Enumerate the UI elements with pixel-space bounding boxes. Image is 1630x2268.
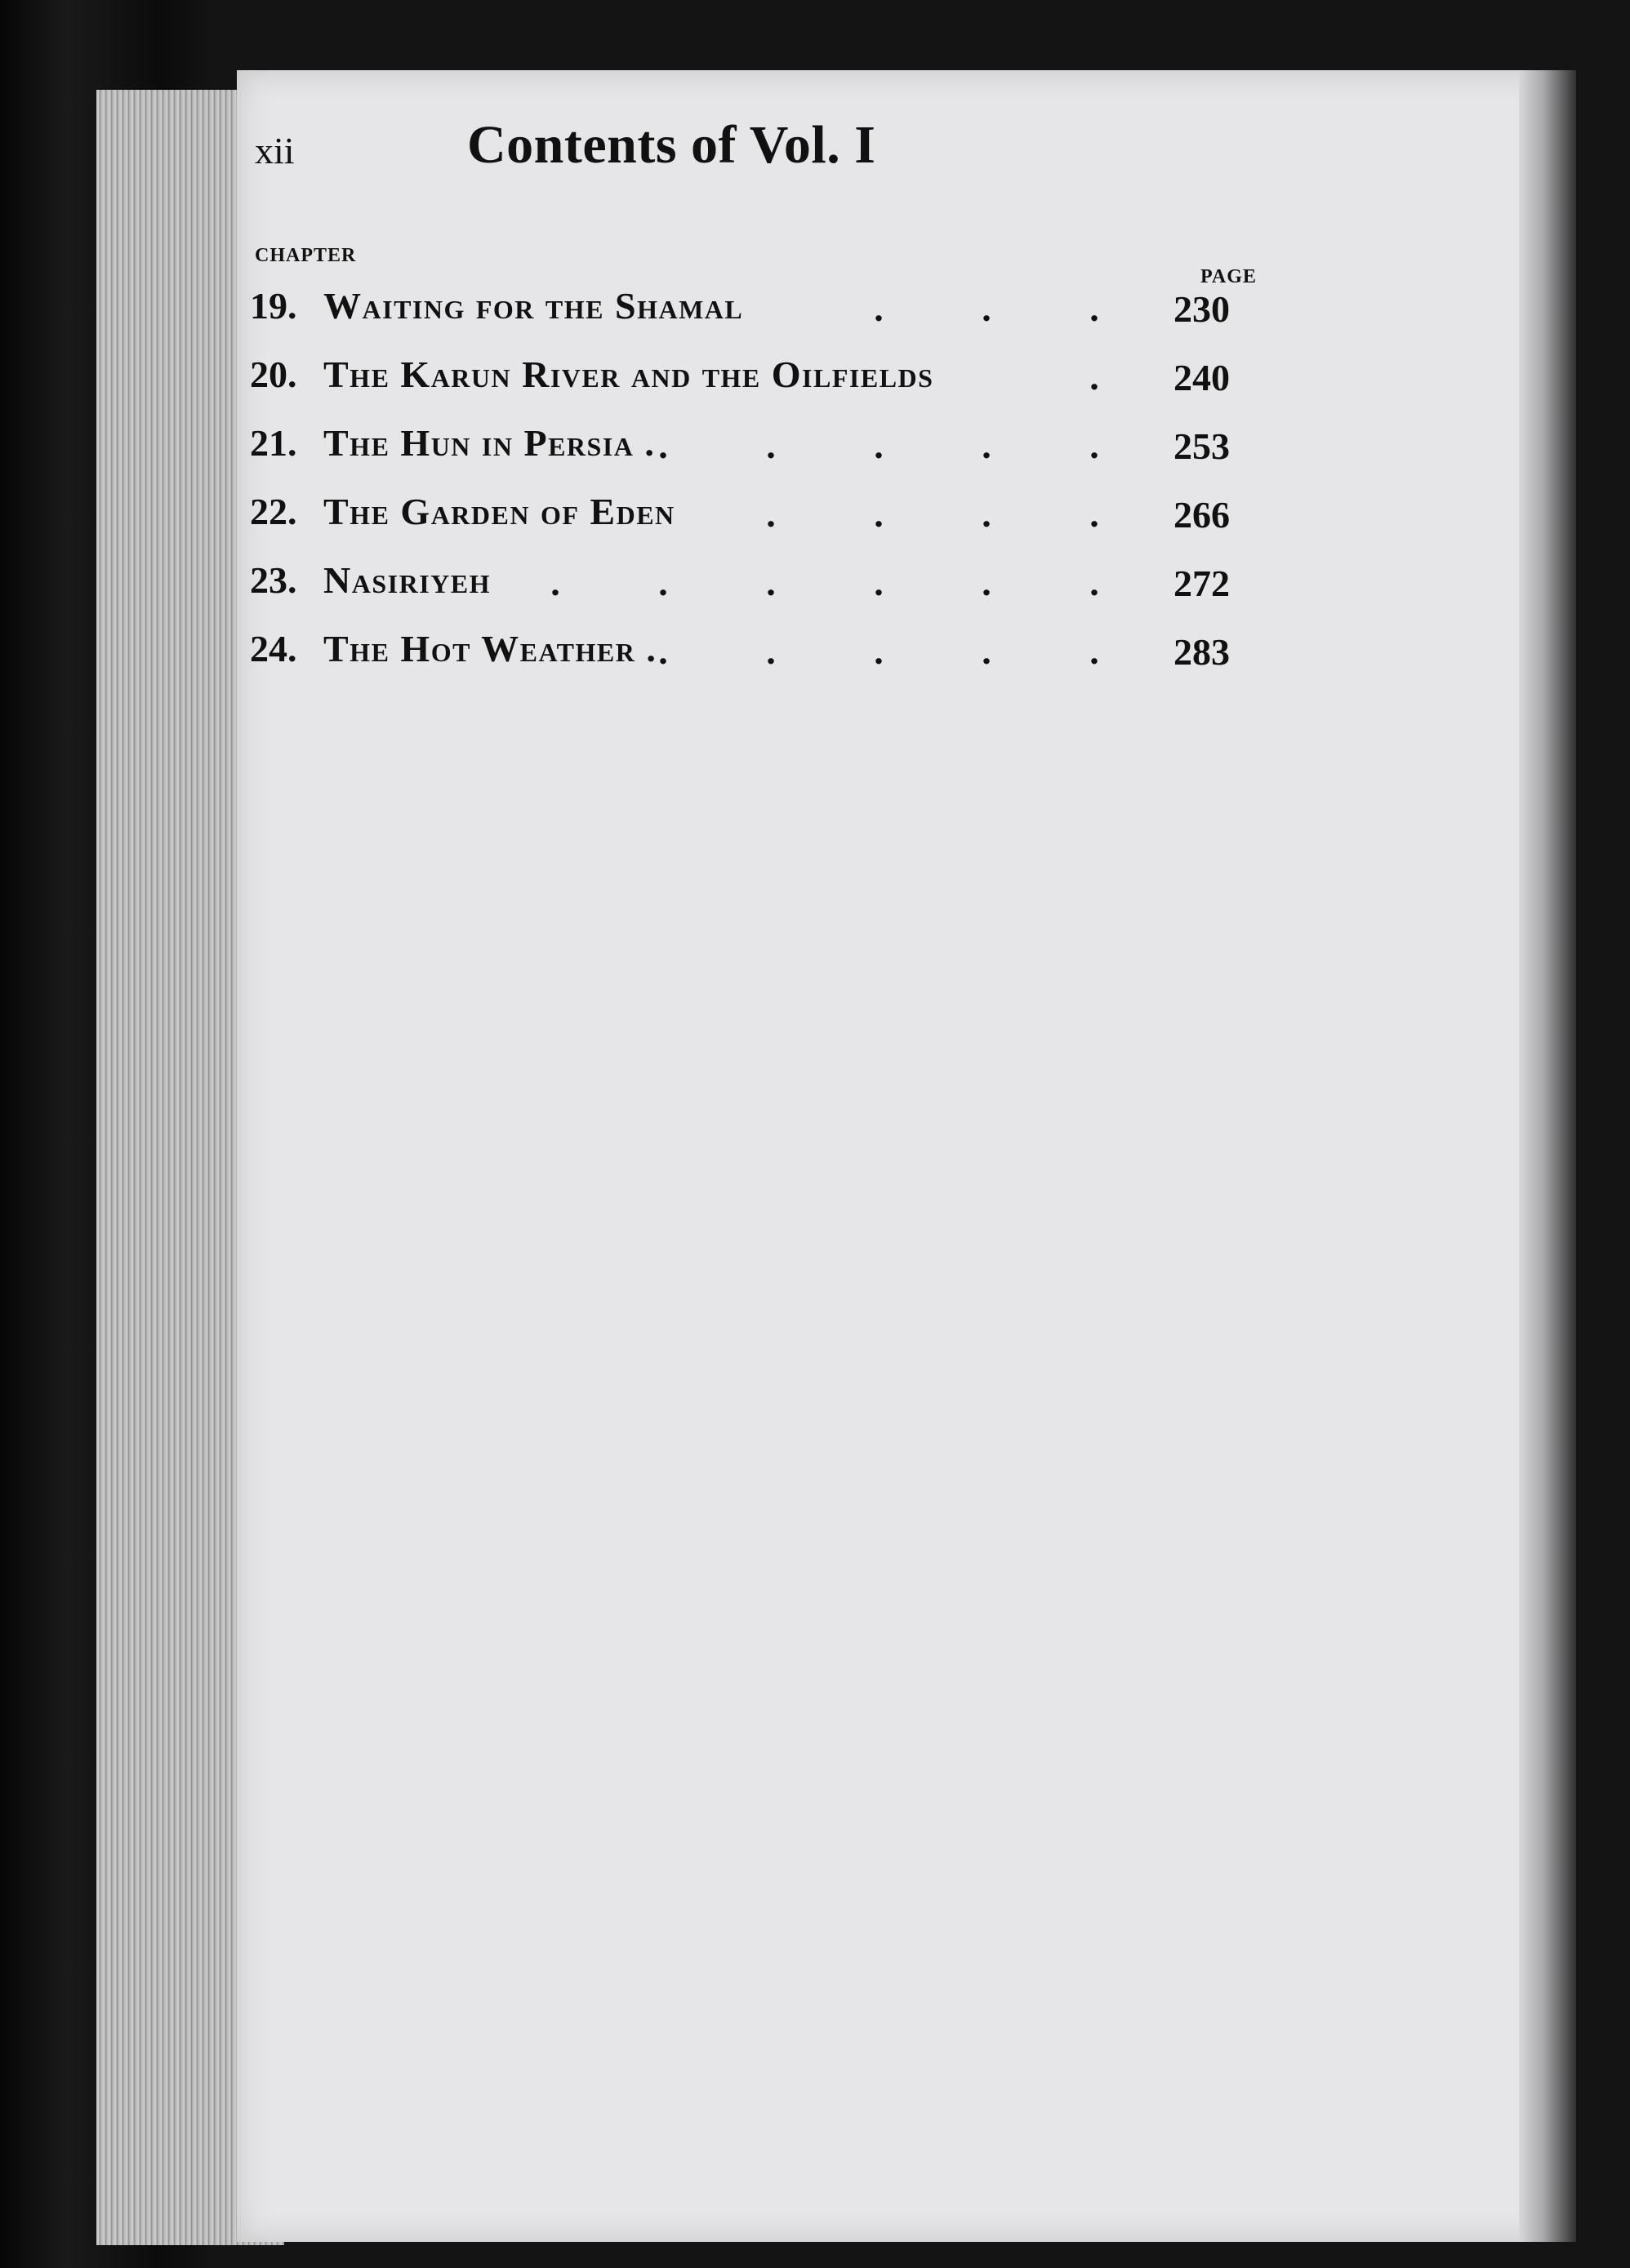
chapter-title: The Hun in Persia . [323, 422, 656, 464]
page-number: 272 [1174, 563, 1230, 604]
dot-leaders: . . . . . [658, 629, 1099, 672]
page-title: Contents of Vol. I [467, 115, 876, 175]
dot-leaders: . . . [874, 287, 1099, 329]
toc-entry [250, 279, 1230, 348]
dot-leaders: . . . . . . [550, 561, 1099, 603]
chapter-number: 20. [250, 354, 297, 395]
chapter-column-label: CHAPTER [255, 245, 357, 266]
page-number: 230 [1174, 288, 1230, 330]
chapter-title: Waiting for the Shamal [323, 285, 744, 327]
chapter-title: The Hot Weather . [323, 628, 657, 669]
page-number: 240 [1174, 357, 1230, 398]
toc-entry [250, 416, 1230, 485]
chapter-title: The Garden of Eden [323, 491, 675, 532]
table-of-contents [250, 279, 1230, 691]
page-column-label: PAGE [1200, 266, 1257, 287]
chapter-number: 19. [250, 285, 297, 327]
dot-leaders: . [1089, 355, 1099, 398]
chapter-number: 21. [250, 422, 297, 464]
page-number: 253 [1174, 425, 1230, 467]
toc-entry [250, 348, 1230, 416]
dot-leaders: . . . . [766, 492, 1099, 535]
page-number: 283 [1174, 631, 1230, 673]
chapter-number: 22. [250, 491, 297, 532]
page-spine-shadow [1519, 70, 1576, 2242]
toc-entry [250, 485, 1230, 554]
page-number: 266 [1174, 494, 1230, 536]
page-header [255, 114, 1218, 212]
page-folio: xii [255, 130, 295, 171]
toc-entry [250, 622, 1230, 691]
chapter-title: The Karun River and the Oilfields [323, 354, 934, 395]
chapter-title: Nasiriyeh [323, 559, 491, 601]
toc-entry [250, 554, 1230, 622]
dot-leaders: . . . . . [658, 424, 1099, 466]
chapter-number: 24. [250, 628, 297, 669]
chapter-number: 23. [250, 559, 297, 601]
